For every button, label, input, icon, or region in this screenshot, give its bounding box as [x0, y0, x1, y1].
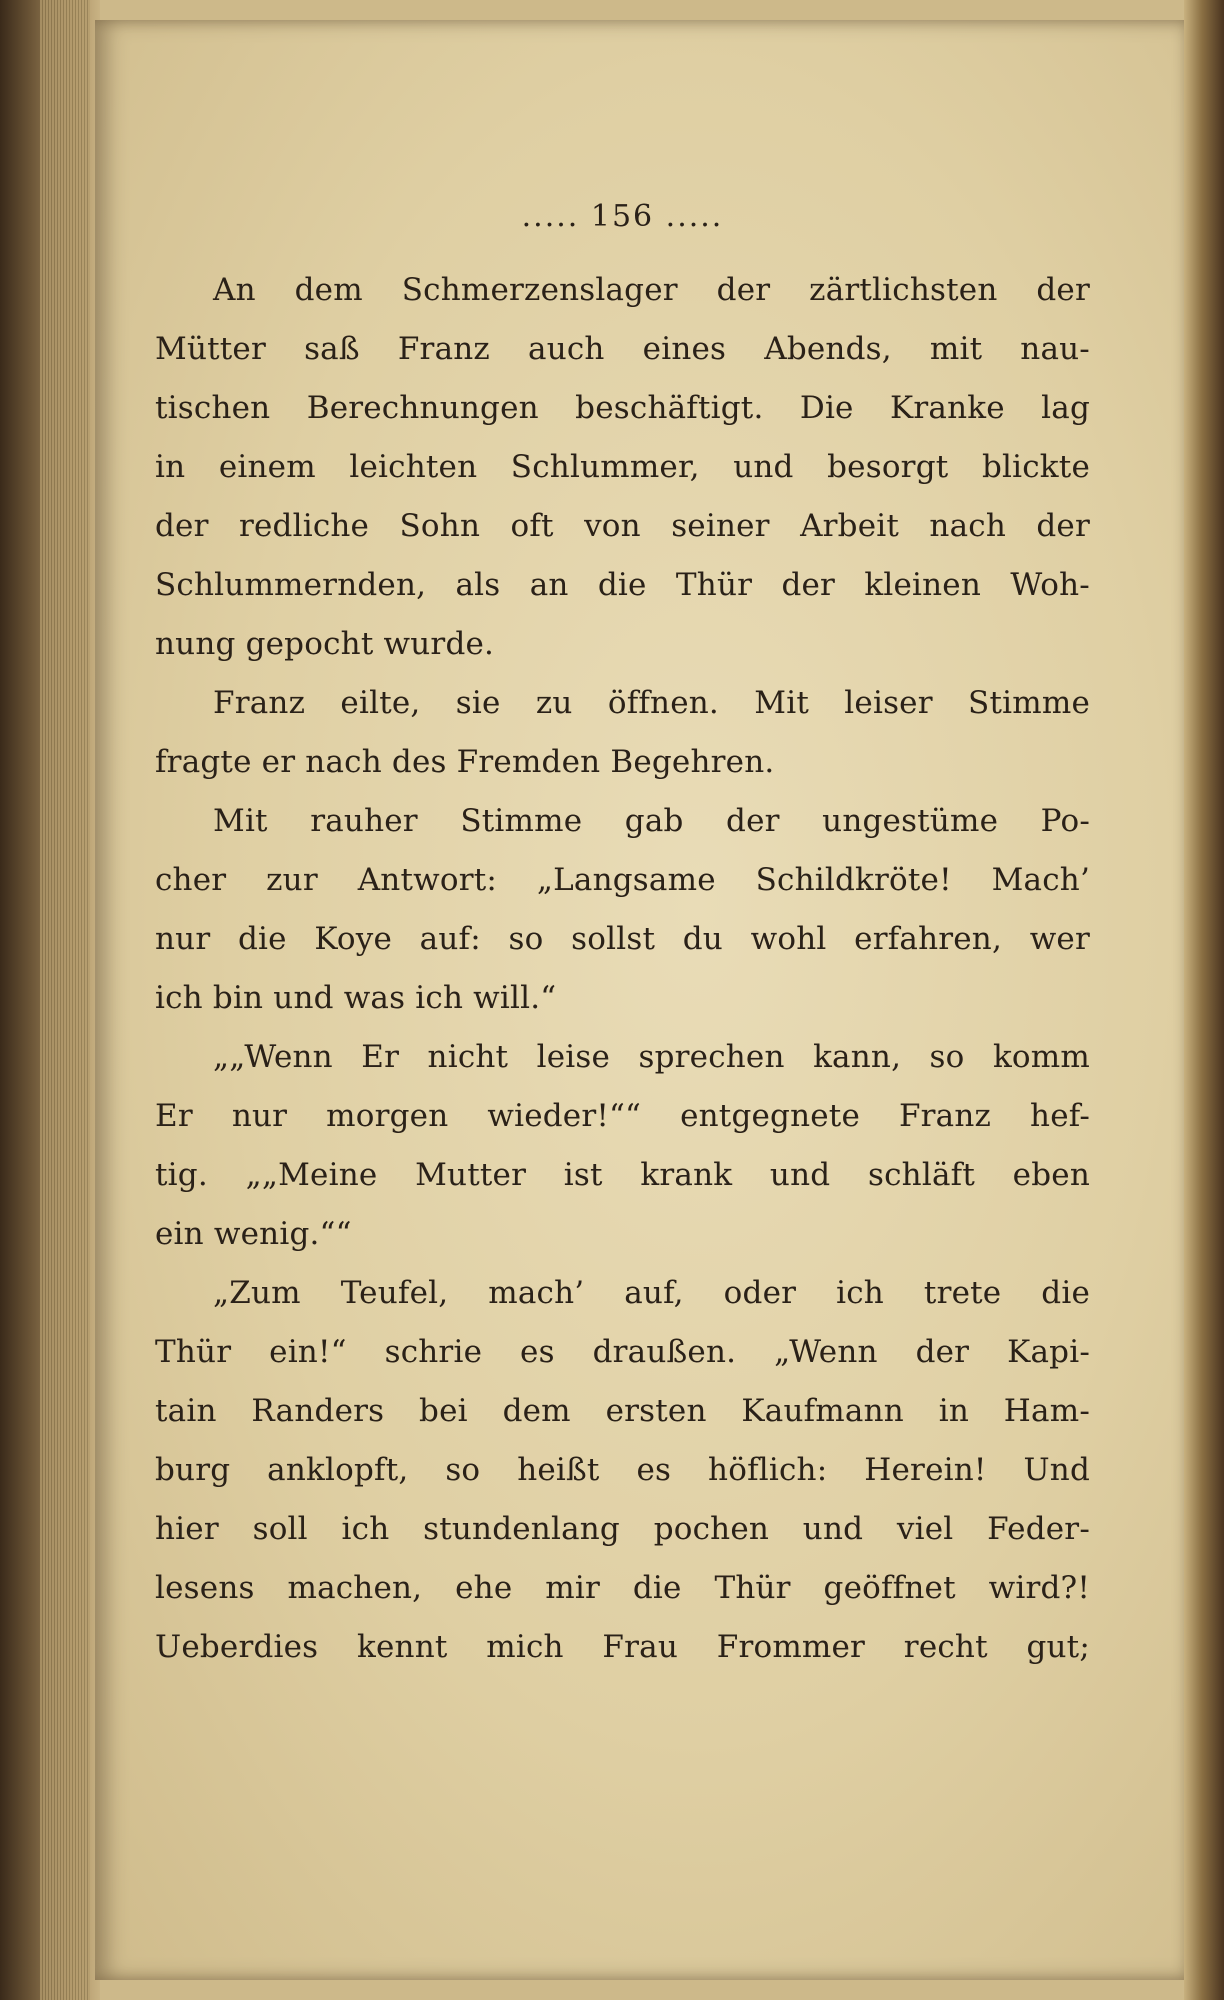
text-line: ein wenig.““	[155, 1216, 352, 1252]
text-line: nung gepocht wurde.	[155, 626, 495, 662]
text-line: Franz eilte, sie zu öffnen. Mit leiser Stimme	[213, 685, 1090, 721]
text-line: lesens machen, ehe mir die Thür geöffnet wird?!	[155, 1570, 1090, 1606]
book-cover-edge	[1184, 0, 1224, 2000]
text-line: Mit rauher Stimme gab der ungestüme Po-	[213, 803, 1090, 839]
text-line: Schlummernden, als an die Thür der kleinen Woh-	[155, 567, 1090, 603]
text-line: „Zum Teufel, mach’ auf, oder ich trete die	[213, 1275, 1090, 1311]
page-text-block	[155, 195, 1090, 1677]
text-line: tig. „„Meine Mutter ist krank und schläft eben	[155, 1157, 1090, 1193]
text-line: ich bin und was ich will.“	[155, 980, 557, 1016]
page-number: ..... 156 .....	[521, 199, 724, 234]
text-line: cher zur Antwort: „Langsame Schildkröte! Mach’	[155, 862, 1090, 898]
text-line: burg anklopft, so heißt es höflich: Herein! Und	[155, 1452, 1090, 1488]
text-line: Thür ein!“ schrie es draußen. „Wenn der Kapi-	[155, 1334, 1090, 1370]
text-line: tain Randers bei dem ersten Kaufmann in Ham-	[155, 1393, 1090, 1429]
text-line: hier soll ich stundenlang pochen und viel Feder-	[155, 1511, 1090, 1547]
text-line: nur die Koye auf: so sollst du wohl erfahren, wer	[155, 921, 1090, 957]
page-stack-edge	[40, 0, 90, 2000]
text-line: in einem leichten Schlummer, und besorgt blickte	[155, 449, 1090, 485]
text-line: der redliche Sohn oft von seiner Arbeit nach der	[155, 508, 1090, 544]
text-line: tischen Berechnungen beschäftigt. Die Kranke lag	[155, 390, 1090, 426]
text-lines	[155, 261, 1090, 1677]
text-line: „„Wenn Er nicht leise sprechen kann, so komm	[213, 1039, 1090, 1075]
text-line: fragte er nach des Fremden Begehren.	[155, 744, 775, 780]
text-line: Mütter saß Franz auch eines Abends, mit nau-	[155, 331, 1090, 367]
text-line: An dem Schmerzenslager der zärtlichsten der	[213, 272, 1090, 308]
text-line: Er nur morgen wieder!““ entgegnete Franz hef-	[155, 1098, 1090, 1134]
text-line: Ueberdies kennt mich Frau Frommer recht gut;	[155, 1629, 1090, 1665]
